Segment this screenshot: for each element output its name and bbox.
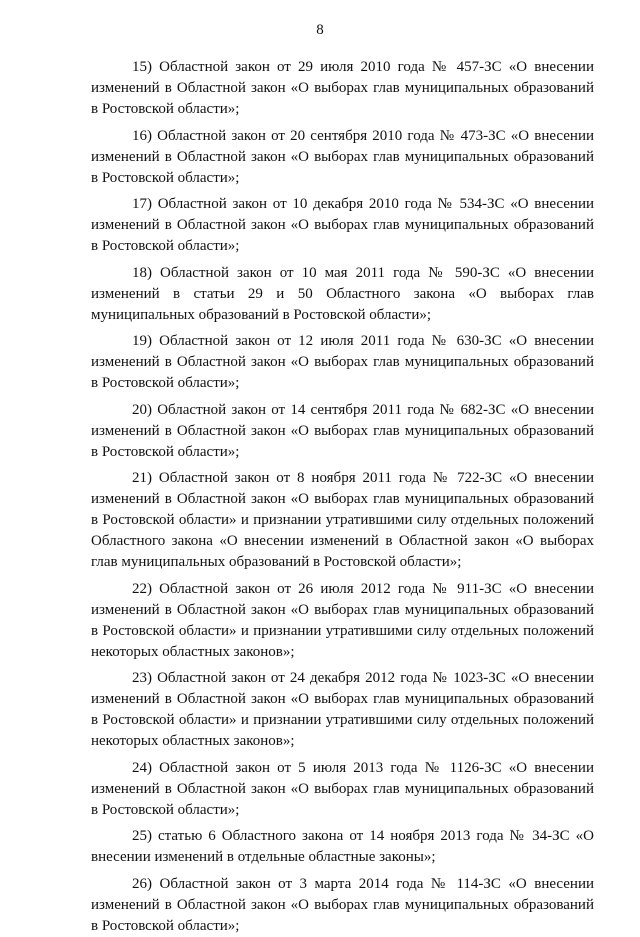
- page-number: 8: [316, 22, 324, 38]
- document-body: [91, 57, 594, 937]
- list-item: 25) статью 6 Областного закона от 14 ноября 2013 года № 34-ЗС «О внесении изменений в отдельные областные законы»;: [91, 828, 594, 865]
- list-item: 16) Областной закон от 20 сентября 2010 года № 473-ЗС «О внесении изменений в Областной закон «О выборах глав муниципальных образований в Ростовской области»;: [91, 127, 594, 186]
- list-item: 24) Областной закон от 5 июля 2013 года № 1126-ЗС «О внесении изменений в Областной закон «О выборах глав муниципальных образований в Ростовской области»;: [91, 759, 594, 818]
- list-item: 17) Областной закон от 10 декабря 2010 года № 534-ЗС «О внесении изменений в Областной закон «О выборах глав муниципальных образований в Ростовской области»;: [91, 196, 594, 254]
- list-item: 19) Областной закон от 12 июля 2011 года № 630-ЗС «О внесении изменений в Областной закон «О выборах глав муниципальных образований в Ростовской области»;: [91, 333, 594, 391]
- list-item: 20) Областной закон от 14 сентября 2011 года № 682-ЗС «О внесении изменений в Областной закон «О выборах глав муниципальных образований в Ростовской области»;: [91, 401, 594, 460]
- list-item: 22) Областной закон от 26 июля 2012 года № 911-ЗС «О внесении изменений в Областной закон «О выборах глав муниципальных образований в Ростовской области» и признании утратившими силу отдельных положений некоторых областных законов»;: [91, 580, 594, 660]
- list-item: 21) Областной закон от 8 ноября 2011 года № 722-ЗС «О внесении изменений в Областной закон «О выборах глав муниципальных образований в Ростовской области» и признании утратившими силу отдельных положений Областного закона «О внесении изменений в Областной закон «О выборах глав муниципальных образований в Ростовской области»;: [91, 470, 594, 570]
- list-item: 15) Областной закон от 29 июля 2010 года № 457-ЗС «О внесении изменений в Областной закон «О выборах глав муниципальных образований в Ростовской области»;: [91, 59, 594, 117]
- list-item: 18) Областной закон от 10 мая 2011 года № 590-ЗС «О внесении изменений в статьи 29 и 50 Областного закона «О выборах глав муниципальных образований в Ростовской области»;: [91, 264, 594, 323]
- list-item: 23) Областной закон от 24 декабря 2012 года № 1023-ЗС «О внесении изменений в Областной закон «О выборах глав муниципальных образований в Ростовской области» и признании утратившими силу отдельных положений некоторых областных законов»;: [91, 670, 594, 749]
- list-item: 26) Областной закон от 3 марта 2014 года № 114-ЗС «О внесении изменений в Областной закон «О выборах глав муниципальных образований в Ростовской области»;: [91, 875, 594, 934]
